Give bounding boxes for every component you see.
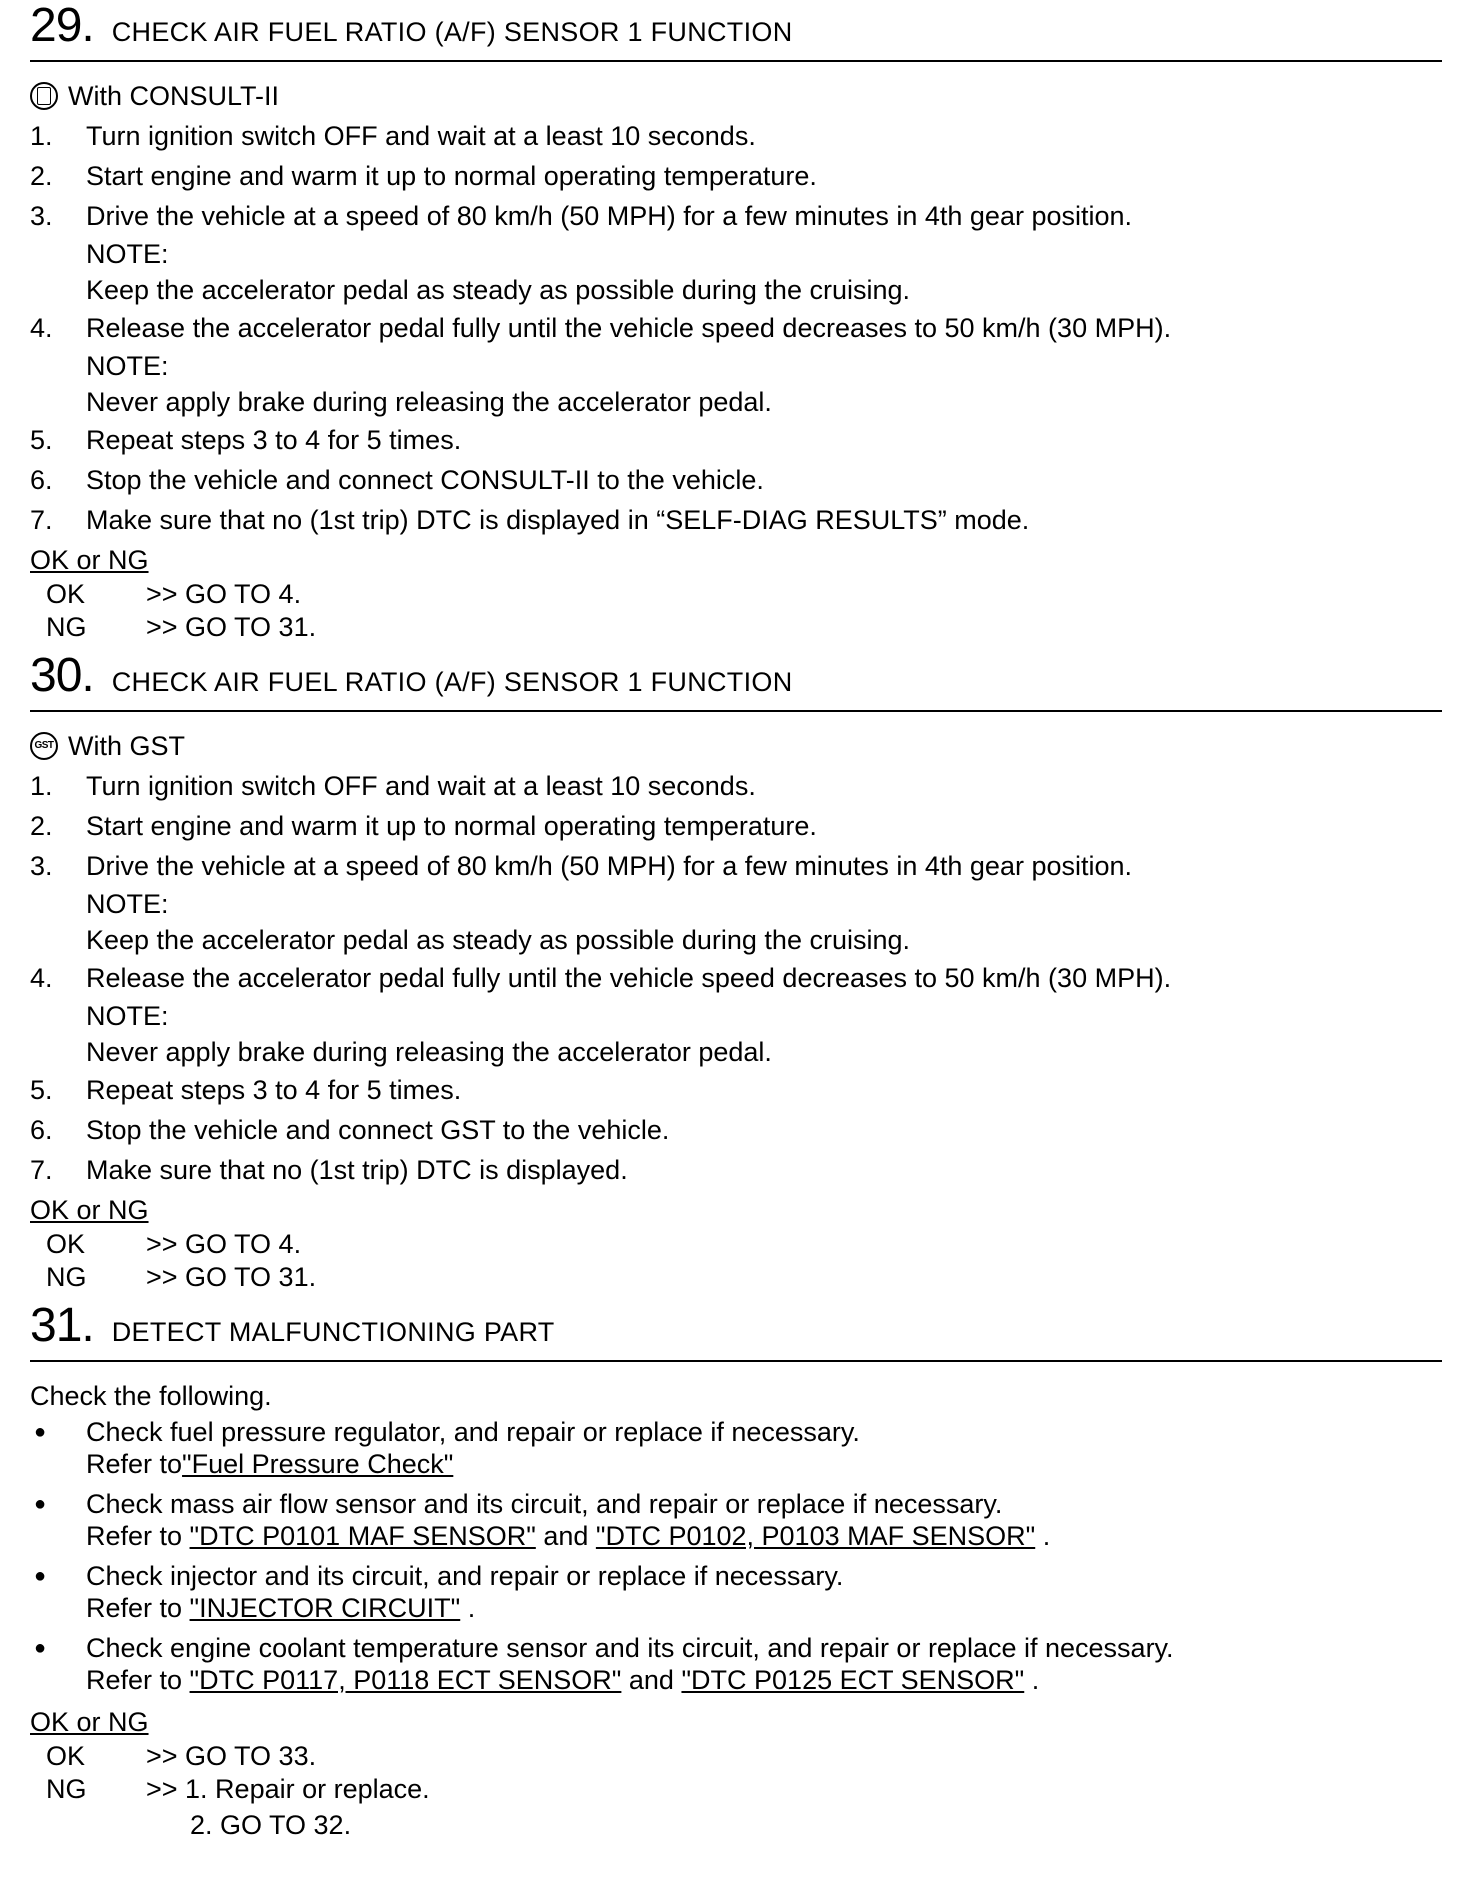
tool-label: With CONSULT-II bbox=[68, 81, 280, 111]
bullet-icon: ● bbox=[34, 1421, 47, 1443]
result-action: >> 1. Repair or replace. bbox=[146, 1774, 430, 1804]
step-number: 1. bbox=[30, 121, 53, 151]
ok-or-ng-heading: OK or NG bbox=[30, 545, 149, 575]
step-item bbox=[30, 958, 1442, 1070]
result-ng bbox=[46, 1261, 1442, 1294]
note-label: NOTE: bbox=[86, 351, 169, 381]
procedure-document bbox=[30, 0, 1442, 1850]
step-text: Make sure that no (1st trip) DTC is displayed. bbox=[86, 1155, 628, 1185]
section-title: CHECK AIR FUEL RATIO (A/F) SENSOR 1 FUNCTION bbox=[111, 667, 793, 697]
step-number: 3. bbox=[30, 201, 53, 231]
end-punct: . bbox=[1035, 1521, 1051, 1551]
result-table bbox=[46, 1740, 1442, 1844]
section-number: 30. bbox=[30, 649, 94, 702]
ok-or-ng-heading: OK or NG bbox=[30, 1707, 149, 1737]
section-header bbox=[30, 0, 1442, 62]
step-text: Start engine and warm it up to normal operating temperature. bbox=[86, 161, 817, 191]
step-text: Repeat steps 3 to 4 for 5 times. bbox=[86, 1075, 462, 1105]
step-item bbox=[30, 806, 1442, 846]
note-text: Never apply brake during releasing the accelerator pedal. bbox=[86, 1037, 772, 1067]
step-number: 2. bbox=[30, 811, 53, 841]
bullet-icon: ● bbox=[34, 1493, 47, 1515]
tool-label: With GST bbox=[68, 731, 186, 761]
check-list bbox=[30, 1416, 1442, 1696]
result-key: NG bbox=[46, 612, 87, 642]
result-key: NG bbox=[46, 1262, 87, 1292]
step-number: 6. bbox=[30, 465, 53, 495]
step-item bbox=[30, 1150, 1442, 1190]
step-number: 6. bbox=[30, 1115, 53, 1145]
dtc-p0102-p0103-link[interactable]: "DTC P0102, P0103 MAF SENSOR" bbox=[595, 1521, 1036, 1551]
note-label: NOTE: bbox=[86, 239, 169, 269]
note-text: Keep the accelerator pedal as steady as possible during the cruising. bbox=[86, 275, 911, 305]
bullet-icon: ● bbox=[34, 1565, 47, 1587]
note-text: Keep the accelerator pedal as steady as possible during the cruising. bbox=[86, 925, 911, 955]
ok-or-ng-heading: OK or NG bbox=[30, 1195, 149, 1225]
bullet-icon: ● bbox=[34, 1637, 47, 1659]
dtc-p0117-p0118-link[interactable]: "DTC P0117, P0118 ECT SENSOR" bbox=[189, 1665, 622, 1695]
refer-label: Refer to bbox=[86, 1593, 190, 1623]
check-text: Check fuel pressure regulator, and repair or replace if necessary. bbox=[86, 1417, 860, 1447]
refer-label: Refer to bbox=[86, 1665, 190, 1695]
and-text: and bbox=[535, 1521, 596, 1551]
step-number: 3. bbox=[30, 851, 53, 881]
result-ok bbox=[46, 578, 1442, 611]
refer-label: Refer to bbox=[86, 1521, 190, 1551]
note-text: Never apply brake during releasing the accelerator pedal. bbox=[86, 387, 772, 417]
step-item bbox=[30, 1110, 1442, 1150]
step-text: Turn ignition switch OFF and wait at a least 10 seconds. bbox=[86, 771, 756, 801]
step-item bbox=[30, 460, 1442, 500]
step-text: Release the accelerator pedal fully until the vehicle speed decreases to 50 km/h (30 MPH). bbox=[86, 963, 1172, 993]
step-number: 2. bbox=[30, 161, 53, 191]
step-item bbox=[30, 1070, 1442, 1110]
step-list bbox=[30, 116, 1442, 540]
result-ng-substep: 2. GO TO 32. bbox=[190, 1810, 352, 1840]
check-text: Check engine coolant temperature sensor and its circuit, and repair or replace if necessary. bbox=[86, 1633, 1174, 1663]
step-text: Turn ignition switch OFF and wait at a least 10 seconds. bbox=[86, 121, 756, 151]
check-item bbox=[30, 1632, 1442, 1696]
step-number: 5. bbox=[30, 1075, 53, 1105]
step-text: Make sure that no (1st trip) DTC is displayed in “SELF-DIAG RESULTS” mode. bbox=[86, 505, 1030, 535]
dtc-p0125-link[interactable]: "DTC P0125 ECT SENSOR" bbox=[681, 1665, 1025, 1695]
step-item bbox=[30, 116, 1442, 156]
step-number: 5. bbox=[30, 425, 53, 455]
and-text: and bbox=[621, 1665, 682, 1695]
step-number: 1. bbox=[30, 771, 53, 801]
step-list bbox=[30, 766, 1442, 1190]
check-item bbox=[30, 1560, 1442, 1624]
result-action: >> GO TO 4. bbox=[146, 1229, 302, 1259]
step-number: 7. bbox=[30, 1155, 53, 1185]
step-number: 7. bbox=[30, 505, 53, 535]
section-header bbox=[30, 1300, 1442, 1362]
result-key: OK bbox=[46, 579, 86, 609]
step-number: 4. bbox=[30, 313, 53, 343]
refer-label: Refer to bbox=[86, 1449, 183, 1479]
result-action: >> GO TO 31. bbox=[146, 1262, 317, 1292]
section-31 bbox=[30, 1300, 1442, 1844]
result-key: OK bbox=[46, 1741, 86, 1771]
step-item bbox=[30, 156, 1442, 196]
step-text: Drive the vehicle at a speed of 80 km/h (50 MPH) for a few minutes in 4th gear position. bbox=[86, 201, 1133, 231]
check-item bbox=[30, 1488, 1442, 1552]
result-key: OK bbox=[46, 1229, 86, 1259]
result-action: >> GO TO 31. bbox=[146, 612, 317, 642]
tool-line bbox=[30, 726, 1442, 766]
gst-icon: GST bbox=[30, 732, 58, 760]
tool-line bbox=[30, 76, 1442, 116]
end-punct: . bbox=[1024, 1665, 1040, 1695]
check-text: Check mass air flow sensor and its circuit, and repair or replace if necessary. bbox=[86, 1489, 1003, 1519]
step-item bbox=[30, 196, 1442, 308]
step-item bbox=[30, 766, 1442, 806]
section-title: DETECT MALFUNCTIONING PART bbox=[111, 1317, 555, 1347]
step-text: Drive the vehicle at a speed of 80 km/h (50 MPH) for a few minutes in 4th gear position. bbox=[86, 851, 1133, 881]
dtc-p0101-link[interactable]: "DTC P0101 MAF SENSOR" bbox=[189, 1521, 536, 1551]
section-30 bbox=[30, 650, 1442, 1294]
result-table bbox=[46, 578, 1442, 644]
note-label: NOTE: bbox=[86, 889, 169, 919]
result-action: >> GO TO 4. bbox=[146, 579, 302, 609]
step-text: Start engine and warm it up to normal operating temperature. bbox=[86, 811, 817, 841]
section-number: 31. bbox=[30, 1299, 94, 1352]
step-text: Release the accelerator pedal fully until the vehicle speed decreases to 50 km/h (30 MPH). bbox=[86, 313, 1172, 343]
result-ng bbox=[46, 1773, 1442, 1806]
section-number: 29. bbox=[30, 0, 94, 52]
section-29 bbox=[30, 0, 1442, 644]
step-text: Repeat steps 3 to 4 for 5 times. bbox=[86, 425, 462, 455]
step-number: 4. bbox=[30, 963, 53, 993]
step-text: Stop the vehicle and connect CONSULT-II to the vehicle. bbox=[86, 465, 764, 495]
intro-text: Check the following. bbox=[30, 1381, 272, 1411]
section-title: CHECK AIR FUEL RATIO (A/F) SENSOR 1 FUNCTION bbox=[111, 17, 793, 47]
result-ok bbox=[46, 1228, 1442, 1261]
note-label: NOTE: bbox=[86, 1001, 169, 1031]
step-item bbox=[30, 420, 1442, 460]
step-item bbox=[30, 500, 1442, 540]
section-header bbox=[30, 650, 1442, 712]
injector-circuit-link[interactable]: "INJECTOR CIRCUIT" bbox=[189, 1593, 461, 1623]
check-text: Check injector and its circuit, and repair or replace if necessary. bbox=[86, 1561, 844, 1591]
step-text: Stop the vehicle and connect GST to the vehicle. bbox=[86, 1115, 670, 1145]
end-punct: . bbox=[460, 1593, 476, 1623]
consult-icon bbox=[30, 82, 58, 110]
fuel-pressure-check-link[interactable]: "Fuel Pressure Check" bbox=[182, 1449, 454, 1479]
result-action: >> GO TO 33. bbox=[146, 1741, 317, 1771]
step-item bbox=[30, 846, 1442, 958]
result-table bbox=[46, 1228, 1442, 1294]
result-ng bbox=[46, 611, 1442, 644]
check-item bbox=[30, 1416, 1442, 1480]
step-item bbox=[30, 308, 1442, 420]
result-key: NG bbox=[46, 1774, 87, 1804]
result-ok bbox=[46, 1740, 1442, 1773]
